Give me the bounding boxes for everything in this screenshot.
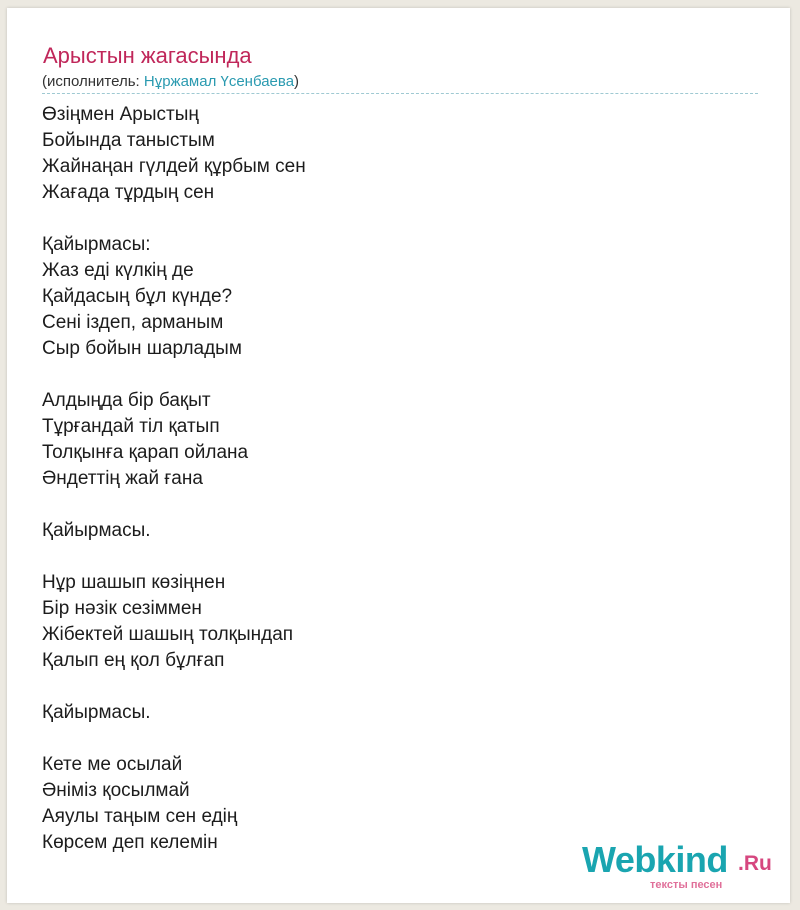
artist-link[interactable]: Нұржамал Үсенбаева [143,73,295,90]
stanza-break [42,362,758,388]
lyric-line: Қалып ең қол бұлғап [42,650,225,671]
lyrics-card [7,8,790,903]
lyric-line: Жайнаңан гүлдей құрбым сен [42,156,306,177]
lyric-line: Кете ме осылай [42,754,183,775]
lyric-line: Көрсем деп келемін [42,832,218,853]
lyric-line: Алдыңда бір бақыт [42,390,211,411]
stanza-break [42,544,758,570]
lyric-line: Бойында таныстым [42,130,215,151]
lyric-line: Жаз еді күлкің де [42,260,194,281]
lyric-line: Қайырмасы. [42,520,151,541]
artist-line [42,72,299,92]
stanza-break [42,674,758,700]
lyric-line: Әніміз қосылмай [42,780,190,801]
lyric-line: Жібектей шашың толқындап [42,624,294,645]
lyric-line: Қайдасың бұл күнде? [42,286,233,307]
lyric-line: Жағада тұрдың сен [42,182,215,203]
lyric-line: Әндеттің жай ғана [42,468,203,489]
lyric-line: Өзіңмен Арыстың [42,104,199,125]
logo-subtitle: тексты песен [650,879,723,891]
lyric-line: Қайырмасы: [42,234,151,255]
lyric-line: Толқынға қарап ойлана [42,442,249,463]
lyric-line: Бір нәзік сезіммен [42,598,202,619]
lyric-line: Нұр шашып көзіңнен [42,572,226,593]
site-logo[interactable] [582,840,782,894]
stanza-break [42,492,758,518]
lyrics-text [42,102,758,856]
song-title: Арыстын жагасында [43,43,252,68]
artist-suffix: ) [294,73,300,90]
lyric-line: Сені іздеп, арманым [42,312,224,333]
logo-main-text: Webkind [582,839,728,880]
header-divider [42,93,758,94]
stanza-break [42,726,758,752]
logo-domain-text: .Ru [738,852,772,875]
stanza-break [42,206,758,232]
lyric-line: Аяулы таңым сен едің [42,806,238,827]
lyric-line: Сыр бойын шарладым [42,338,242,359]
artist-prefix: (исполнитель: [42,73,144,90]
lyric-line: Қайырмасы. [42,702,151,723]
lyric-line: Тұрғандай тіл қатып [42,416,220,437]
